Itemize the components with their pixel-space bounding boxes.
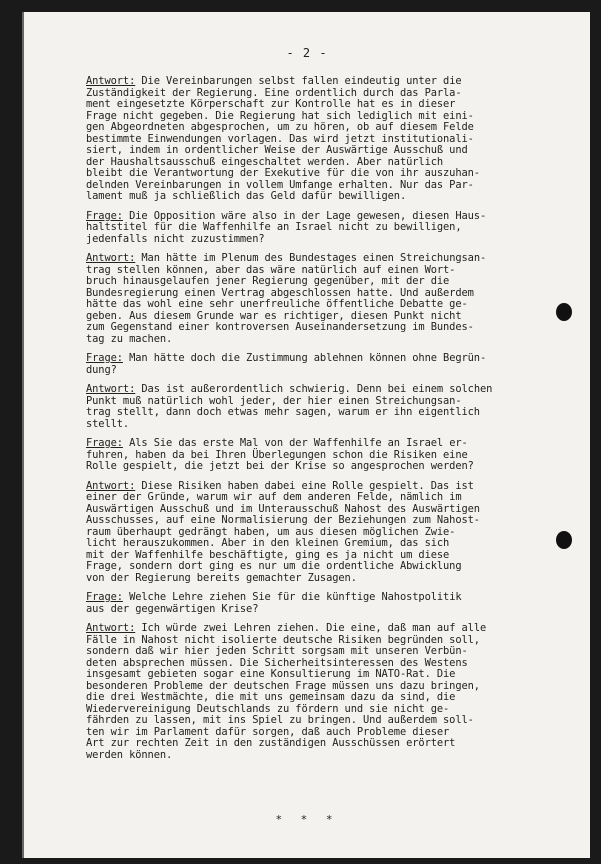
text-line [86, 419, 576, 431]
line-text: fuhren, haben da bei Ihren Überlegungen schon die Risiken eine [86, 448, 468, 461]
line-text: bestimmte Einwendungen vorlagen. Das wird jetzt institutionali- [86, 132, 474, 145]
line-text: licht herauszukommen. Aber in den kleinen Gremium, das sich [86, 537, 450, 549]
text-line [86, 234, 576, 246]
line-text: Fälle in Nahost nicht isolierte deutsche Risiken begründen soll, [86, 633, 480, 646]
text-line [86, 750, 576, 762]
text-line [86, 604, 576, 616]
line-text: bleibt die Verantwortung der Exekutive für die von ihr auszuhan- [86, 167, 480, 179]
line-text: jedenfalls nicht zuzustimmen? [86, 232, 265, 245]
speaker-label: Frage: [86, 591, 123, 603]
line-text: ment eingesetzte Körperschaft zur Kontrolle hat es in dieser [86, 98, 456, 110]
line-text: delnden Vereinbarungen in vollem Umfange erhalten. Nur das Par- [86, 178, 474, 191]
text-line [86, 353, 576, 365]
line-text: bruch hinausgelaufen jener Regierung gegenüber, mit der die [86, 275, 450, 287]
speaker-label: Antwort: [86, 252, 136, 264]
speaker-label: Frage: [86, 437, 123, 449]
text-line [86, 461, 576, 473]
line-text: fährden zu lassen, mit ins Spiel zu bringen. Und außerdem soll- [86, 714, 474, 726]
line-text: Die Vereinbarungen selbst fallen eindeutig unter die [135, 75, 462, 87]
line-text: Ich würde zwei Lehren ziehen. Die eine, daß man auf alle [135, 622, 487, 634]
line-text: Als Sie das erste Mal von der Waffenhilfe an Israel er- [122, 437, 468, 449]
qa-block [86, 384, 576, 430]
qa-block [86, 592, 576, 615]
text-line [86, 573, 576, 585]
line-text: Frage, sondern dort ging es nur um die ordentliche Abwicklung [86, 560, 462, 572]
speaker-label: Antwort: [86, 479, 136, 492]
line-text: geben. Aus diesem Grunde war es richtiger, diesen Punkt nicht [86, 309, 462, 322]
line-text: einer der Gründe, warum wir auf dem anderen Felde, nämlich im [86, 491, 462, 503]
qa-block [86, 481, 576, 585]
line-text: Frage nicht gegeben. Die Regierung hat sich lediglich mit eini- [86, 109, 474, 122]
line-text: Punkt muß natürlich wohl jeder, der hier einen Streichungsan- [86, 394, 462, 407]
line-text: von der Regierung bereits gemachter Zusagen. [86, 571, 357, 584]
speaker-label: Frage: [86, 209, 123, 222]
line-text: Welche Lehre ziehen Sie für die künftige Nahostpolitik [122, 591, 462, 603]
line-text: sondern daß wir hier jeden Schritt sorgsam mit unseren Verbün- [86, 645, 468, 657]
qa-block [86, 438, 576, 473]
line-text: Man hätte im Plenum des Bundestages einen Streichungsan- [135, 252, 487, 264]
line-text: gen Abgeordneten abgesprochen, um zu hören, ob auf diesem Felde [86, 121, 474, 133]
line-text: mit der Waffenhilfe beschäftigte, ging es ja nicht um diese [86, 548, 450, 561]
line-text: trag stellt, dann doch etwas mehr sagen, warum er ihn eigentlich [86, 406, 480, 418]
text-line [86, 191, 576, 203]
line-text: Wiedervereinigung Deutschlands zu fördern und sie nicht ge- [86, 702, 450, 715]
line-text: aus der gegenwärtigen Krise? [86, 602, 259, 615]
qa-block [86, 353, 576, 376]
line-text: Diese Risiken haben dabei eine Rolle gespielt. Das ist [135, 479, 474, 492]
line-text: trag stellen können, aber das wäre natürlich auf einen Wort- [86, 263, 456, 276]
qa-block [86, 211, 576, 246]
line-text: siert, indem in ordentlicher Weise der Auswärtige Ausschuß und [86, 144, 468, 156]
line-text: Man hätte doch die Zustimmung ablehnen können ohne Begrün- [122, 352, 487, 364]
line-text: Auswärtigen Ausschuß und im Unterausschuß Nahost des Auswärtigen [86, 502, 480, 515]
line-text: ten wir im Parlament dafür sorgen, daß auch Probleme dieser [86, 725, 450, 738]
line-text: lament muß ja schließlich das Geld dafür bewilligen. [86, 190, 407, 202]
line-text: Art zur rechten Zeit in den zuständigen Ausschüssen erörtert [86, 737, 456, 749]
speaker-label: Antwort: [86, 383, 136, 395]
line-text: zum Gegenstand einer kontroversen Auseinandersetzung im Bundes- [86, 321, 474, 333]
page-number: - 2 - [286, 46, 328, 60]
line-text: dung? [86, 363, 117, 376]
qa-block [86, 253, 576, 345]
document-page [22, 12, 590, 858]
end-mark: * * * [275, 813, 339, 826]
punch-hole-bottom [556, 531, 572, 549]
line-text: besonderen Probleme der deutschen Frage müssen uns dazu bringen, [86, 679, 480, 692]
speaker-label: Antwort: [86, 75, 136, 87]
line-text: Rolle gespielt, die jetzt bei der Krise so angesprochen werden? [86, 460, 474, 472]
punch-hole-top [556, 303, 572, 321]
qa-block [86, 76, 576, 203]
line-text: deten absprechen müssen. Die Sicherheitsinteressen des Westens [86, 656, 468, 669]
line-text: werden können. [86, 748, 173, 761]
line-text: haltstitel für die Waffenhilfe an Israel nicht zu bewilligen, [86, 221, 462, 233]
line-text: insgesamt gebieten sogar eine Konsultierung im NATO-Rat. Die [86, 668, 456, 680]
line-text: hätte das wohl eine sehr unerfreuliche öffentliche Debatte ge- [86, 298, 468, 310]
text-line [86, 407, 576, 419]
line-text: raum überhaupt gedrängt haben, um aus diesen möglichen Zwie- [86, 525, 456, 538]
line-text: Ausschusses, auf eine Normalisierung der Beziehungen zum Nahost- [86, 514, 480, 526]
line-text: stellt. [86, 417, 130, 430]
line-text: die drei Westmächte, die mit uns gemeinsam dazu da sind, die [86, 691, 456, 703]
line-text: der Haushaltsausschuß eingeschaltet werden. Aber natürlich [86, 155, 444, 168]
qa-block [86, 623, 576, 761]
line-text: Zuständigkeit der Regierung. Eine ordentlich durch das Parla- [86, 86, 462, 99]
speaker-label: Frage: [86, 352, 123, 364]
text-line [86, 365, 576, 377]
speaker-label: Antwort: [86, 622, 136, 634]
interview-text [86, 76, 576, 769]
text-line [86, 334, 576, 346]
line-text: Die Opposition wäre also in der Lage gewesen, diesen Haus- [122, 209, 487, 222]
line-text: tag zu machen. [86, 332, 173, 345]
line-text: Das ist außerordentlich schwierig. Denn bei einem solchen [135, 383, 493, 395]
line-text: Bundesregierung einen Vertrag abgeschlossen hatte. Und außerdem [86, 286, 474, 299]
